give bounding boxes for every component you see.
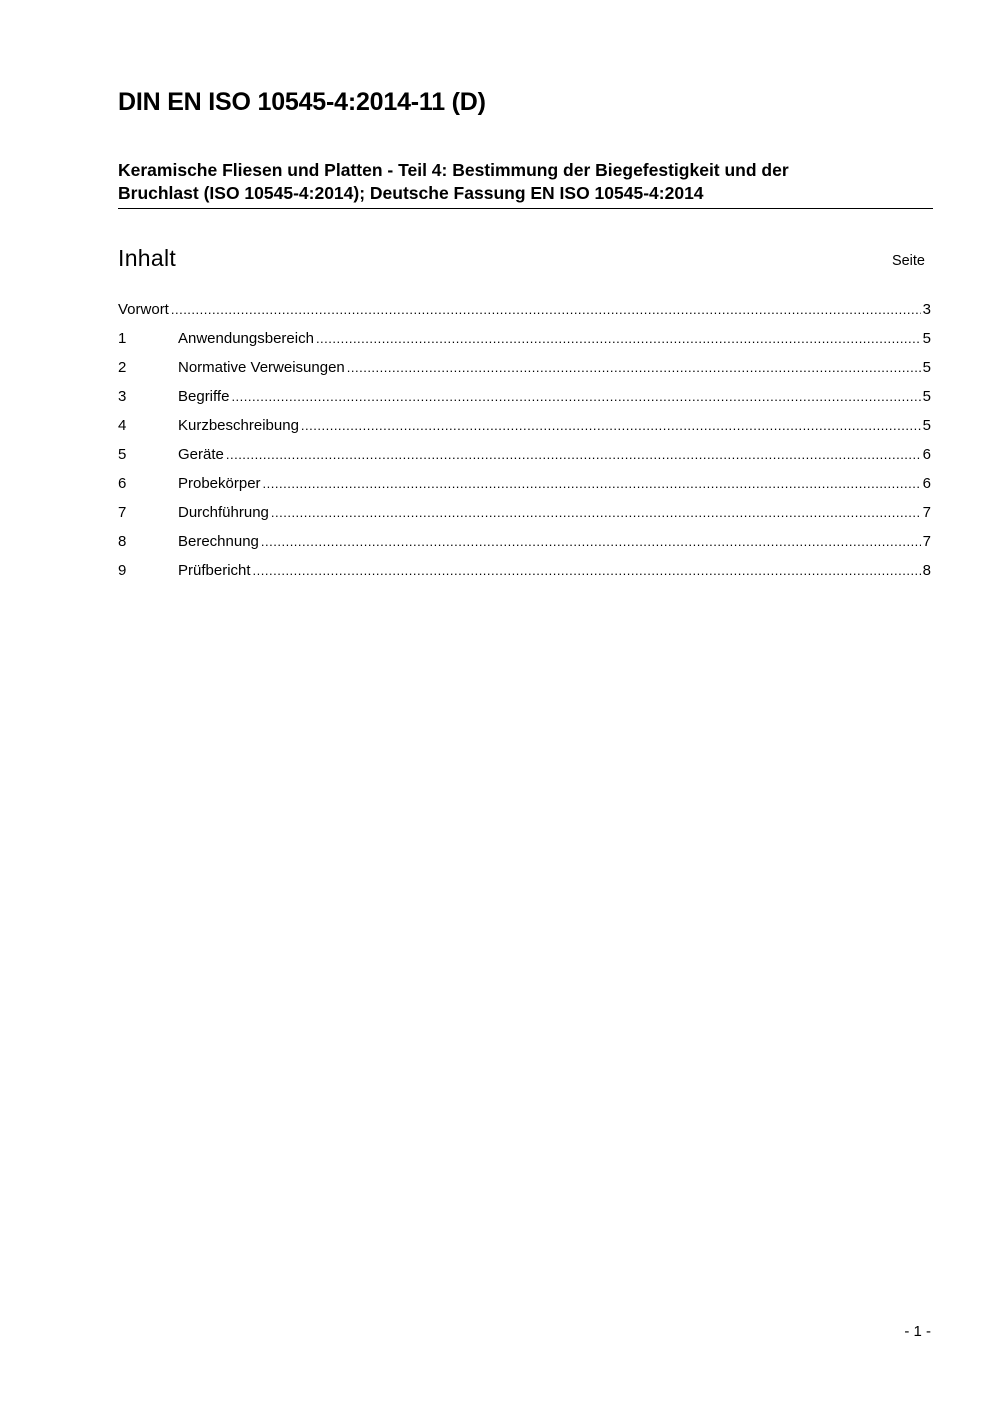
toc-dot-leader (263, 476, 921, 491)
toc-entry-page: 6 (922, 475, 931, 492)
toc-heading: Inhalt (118, 245, 177, 271)
toc-entry-page: 5 (922, 330, 931, 347)
toc-entry-page: 6 (922, 446, 931, 463)
toc-dot-leader (316, 331, 921, 346)
toc-entry-title: Kurzbeschreibung (178, 417, 299, 434)
toc-entry-number: 9 (118, 562, 127, 579)
toc-entry-vorwort[interactable] (118, 301, 931, 330)
toc-entry-page: 7 (922, 533, 931, 550)
toc-entry-page: 3 (922, 301, 931, 318)
toc-entry-number: 1 (118, 330, 127, 347)
toc-entry-5[interactable] (118, 446, 931, 475)
toc-entry-number: 5 (118, 446, 127, 463)
toc-entry-8[interactable] (118, 533, 931, 562)
toc-entry-9[interactable] (118, 562, 931, 591)
subtitle-line-2: Bruchlast (ISO 10545-4:2014); Deutsche Fassung EN ISO 10545-4:2014 (118, 183, 704, 203)
toc-entry-3[interactable] (118, 388, 931, 417)
document-id: DIN EN ISO 10545-4:2014-11 (D) (118, 88, 486, 116)
table-of-contents (118, 301, 931, 591)
toc-entry-number: 3 (118, 388, 127, 405)
page-number: - 1 - (904, 1323, 931, 1340)
toc-page-column-label: Seite (891, 253, 925, 269)
toc-dot-leader (171, 302, 921, 317)
toc-entry-title: Durchführung (178, 504, 269, 521)
toc-entry-title: Normative Verweisungen (178, 359, 345, 376)
toc-entry-6[interactable] (118, 475, 931, 504)
toc-dot-leader (301, 418, 921, 433)
toc-dot-leader (347, 360, 921, 375)
toc-entry-page: 8 (922, 562, 931, 579)
toc-dot-leader (226, 447, 921, 462)
toc-entry-1[interactable] (118, 330, 931, 359)
toc-entry-title: Prüfbericht (178, 562, 251, 579)
subtitle-line-1: Keramische Fliesen und Platten - Teil 4: Bestimmung der Biegefestigkeit und der (118, 160, 789, 180)
toc-dot-leader (231, 389, 920, 404)
toc-dot-leader (253, 563, 921, 578)
toc-entry-page: 5 (922, 359, 931, 376)
toc-entry-page: 5 (922, 417, 931, 434)
toc-entry-title: Probekörper (178, 475, 261, 492)
toc-entry-title: Geräte (178, 446, 224, 463)
toc-entry-number: 4 (118, 417, 127, 434)
toc-entry-number: 8 (118, 533, 127, 550)
toc-entry-title: Vorwort (118, 301, 169, 318)
document-subtitle (118, 159, 933, 209)
toc-dot-leader (261, 534, 921, 549)
toc-entry-number: 6 (118, 475, 127, 492)
toc-entry-number: 7 (118, 504, 127, 521)
toc-entry-2[interactable] (118, 359, 931, 388)
toc-entry-page: 5 (922, 388, 931, 405)
toc-entry-title: Anwendungsbereich (178, 330, 314, 347)
toc-entry-page: 7 (922, 504, 931, 521)
toc-entry-4[interactable] (118, 417, 931, 446)
toc-entry-number: 2 (118, 359, 127, 376)
toc-entry-7[interactable] (118, 504, 931, 533)
toc-dot-leader (271, 505, 921, 520)
toc-entry-title: Berechnung (178, 533, 259, 550)
toc-entry-title: Begriffe (178, 388, 230, 405)
